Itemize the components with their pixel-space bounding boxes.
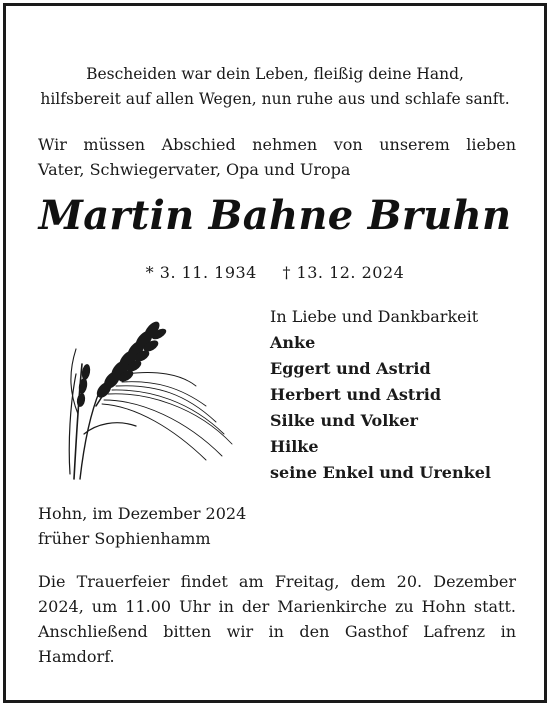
death-date: † 13. 12. 2024 bbox=[282, 263, 405, 282]
intro-line-1: Wir müssen Abschied nehmen von unserem lieben bbox=[38, 135, 516, 154]
funeral-notice: Die Trauerfeier findet am Freitag, dem 20. Dezember 2024, um 11.00 Uhr in der Marienkirche zu Hohn statt. Anschließend bitten wir in den Gasthof Lafrenz in Hamdorf. bbox=[38, 572, 516, 666]
deceased-name: Martin Bahne Bruhn bbox=[38, 192, 512, 239]
poem-verse bbox=[6, 62, 544, 112]
life-dates bbox=[6, 263, 544, 282]
poem-line-2: hilfsbereit auf allen Wegen, nun ruhe aus und schlafe sanft. bbox=[40, 90, 510, 108]
intro-line-2: Vater, Schwiegervater, Opa und Uropa bbox=[38, 160, 351, 179]
poem-line-1: Bescheiden war dein Leben, fleißig deine Hand, bbox=[86, 65, 464, 83]
place-line-2: früher Sophienhamm bbox=[38, 529, 211, 548]
mourner-name: Hilke bbox=[270, 437, 319, 456]
intro-text bbox=[38, 132, 516, 182]
mourner-name: Eggert und Astrid bbox=[270, 359, 431, 378]
mourner-name: seine Enkel und Urenkel bbox=[270, 463, 491, 482]
mourner-name: Herbert und Astrid bbox=[270, 385, 442, 404]
mourner-name: Anke bbox=[270, 333, 316, 352]
place-and-date bbox=[38, 501, 246, 551]
mourners-list bbox=[270, 304, 491, 486]
obituary-frame bbox=[3, 3, 547, 703]
place-line-1: Hohn, im Dezember 2024 bbox=[38, 504, 247, 523]
birth-date: * 3. 11. 1934 bbox=[145, 263, 257, 282]
mourner-name: Silke und Volker bbox=[270, 411, 418, 430]
wheat-icon bbox=[56, 294, 246, 484]
mourners-lead: In Liebe und Dankbarkeit bbox=[270, 307, 479, 326]
